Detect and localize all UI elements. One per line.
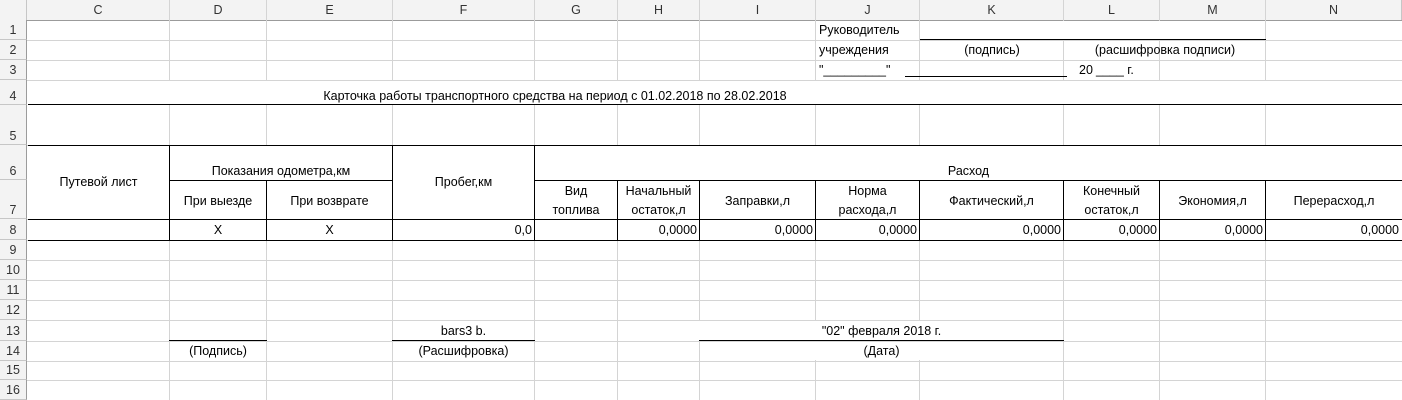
row-header-3[interactable]: 3 <box>0 60 27 80</box>
header-nach-ostatok[interactable]: Начальный остаток,л <box>625 184 692 217</box>
header-putevoy-list[interactable]: Путевой лист <box>59 175 138 189</box>
podpis-line <box>169 340 267 341</box>
cell-j8[interactable]: 0,0000 <box>878 223 917 237</box>
cell-f8[interactable]: 0,0 <box>514 223 532 237</box>
table-top-border <box>28 145 1402 146</box>
table-bottom-border <box>28 240 1402 241</box>
row-header-10[interactable]: 10 <box>0 260 27 280</box>
cell-m8[interactable]: 0,0000 <box>1224 223 1263 237</box>
column-header-c[interactable]: C <box>27 0 170 20</box>
row-header-8[interactable]: 8 <box>0 219 27 240</box>
cell-i8[interactable]: 0,0000 <box>774 223 813 237</box>
title-underline <box>28 104 1402 105</box>
footer-data[interactable]: (Дата) <box>863 344 900 358</box>
header-probeg[interactable]: Пробег,км <box>434 175 493 189</box>
header-pokazaniya-odometra[interactable]: Показания одометра,км <box>211 164 351 178</box>
uchrezhdeniya-label[interactable]: учреждения <box>819 43 889 57</box>
cell-n8[interactable]: 0,0000 <box>1360 223 1399 237</box>
header-fakticheskiy[interactable]: Фактический,л <box>949 194 1034 208</box>
row-header-7[interactable]: 7 <box>0 180 27 219</box>
header-vid-topliva[interactable]: Вид топлива <box>552 184 600 217</box>
footer-rasshifrovka[interactable]: (Расшифровка) <box>418 344 509 358</box>
row-header-14[interactable]: 14 <box>0 341 27 361</box>
rasshifrovka-podpisi-caption[interactable]: (расшифровка подписи) <box>1094 43 1236 57</box>
header-pri-vozvrate[interactable]: При возврате <box>290 194 369 208</box>
month-line <box>905 76 1067 77</box>
column-header-l[interactable]: L <box>1064 0 1160 20</box>
column-header-d[interactable]: D <box>170 0 267 20</box>
signature-line <box>920 39 1266 40</box>
row-header-11[interactable]: 11 <box>0 280 27 300</box>
header-pererashod[interactable]: Перерасход,л <box>1293 194 1375 208</box>
year-prefix[interactable]: 20 <box>1079 63 1093 77</box>
row-header-16[interactable]: 16 <box>0 380 27 400</box>
podpis-caption[interactable]: (подпись) <box>964 43 1020 57</box>
column-header-i[interactable]: I <box>700 0 816 20</box>
header-norma-rashoda[interactable]: Норма расхода,л <box>838 184 897 217</box>
rukovoditel-label[interactable]: Руководитель <box>819 23 900 37</box>
row-header-9[interactable]: 9 <box>0 240 27 260</box>
column-header-g[interactable]: G <box>535 0 618 20</box>
column-header-j[interactable]: J <box>816 0 920 20</box>
date-line <box>699 340 1064 341</box>
header-pri-vyezde[interactable]: При выезде <box>183 194 253 208</box>
row-header-6[interactable]: 6 <box>0 145 27 180</box>
row-header-1[interactable]: 1 <box>0 20 27 40</box>
column-header-m[interactable]: M <box>1160 0 1266 20</box>
header-kon-ostatok[interactable]: Конечный остаток,л <box>1082 184 1141 217</box>
footer-date-value[interactable]: "02" февраля 2018 г. <box>821 324 942 338</box>
cell-k8[interactable]: 0,0000 <box>1022 223 1061 237</box>
footer-name[interactable]: bars3 b. <box>440 324 487 338</box>
cell-e8[interactable]: X <box>325 223 334 237</box>
header-ekonomiya[interactable]: Экономия,л <box>1178 194 1247 208</box>
cell-h8[interactable]: 0,0000 <box>658 223 697 237</box>
date-quote[interactable]: "_________" <box>819 63 891 77</box>
column-header-e[interactable]: E <box>267 0 393 20</box>
name-line <box>392 340 535 341</box>
row-header-5[interactable]: 5 <box>0 105 27 145</box>
year-suffix[interactable]: ____ г. <box>1096 63 1134 77</box>
select-all-corner[interactable] <box>0 0 27 20</box>
row-header-4[interactable]: 4 <box>0 80 27 105</box>
page-title[interactable]: Карточка работы транспортного средства на период с 01.02.2018 по 28.02.2018 <box>323 89 787 103</box>
row-header-15[interactable]: 15 <box>0 361 27 380</box>
header-zapravki[interactable]: Заправки,л <box>724 194 791 208</box>
column-header-h[interactable]: H <box>618 0 700 20</box>
column-header-f[interactable]: F <box>393 0 535 20</box>
row-header-12[interactable]: 12 <box>0 300 27 320</box>
cell-l8[interactable]: 0,0000 <box>1118 223 1157 237</box>
row-header-2[interactable]: 2 <box>0 40 27 60</box>
row-header-13[interactable]: 13 <box>0 320 27 341</box>
column-header-k[interactable]: K <box>920 0 1064 20</box>
column-header-n[interactable]: N <box>1266 0 1402 20</box>
cell-d8[interactable]: X <box>213 223 223 237</box>
footer-podpis[interactable]: (Подпись) <box>189 344 247 358</box>
header-rashod[interactable]: Расход <box>947 164 990 178</box>
